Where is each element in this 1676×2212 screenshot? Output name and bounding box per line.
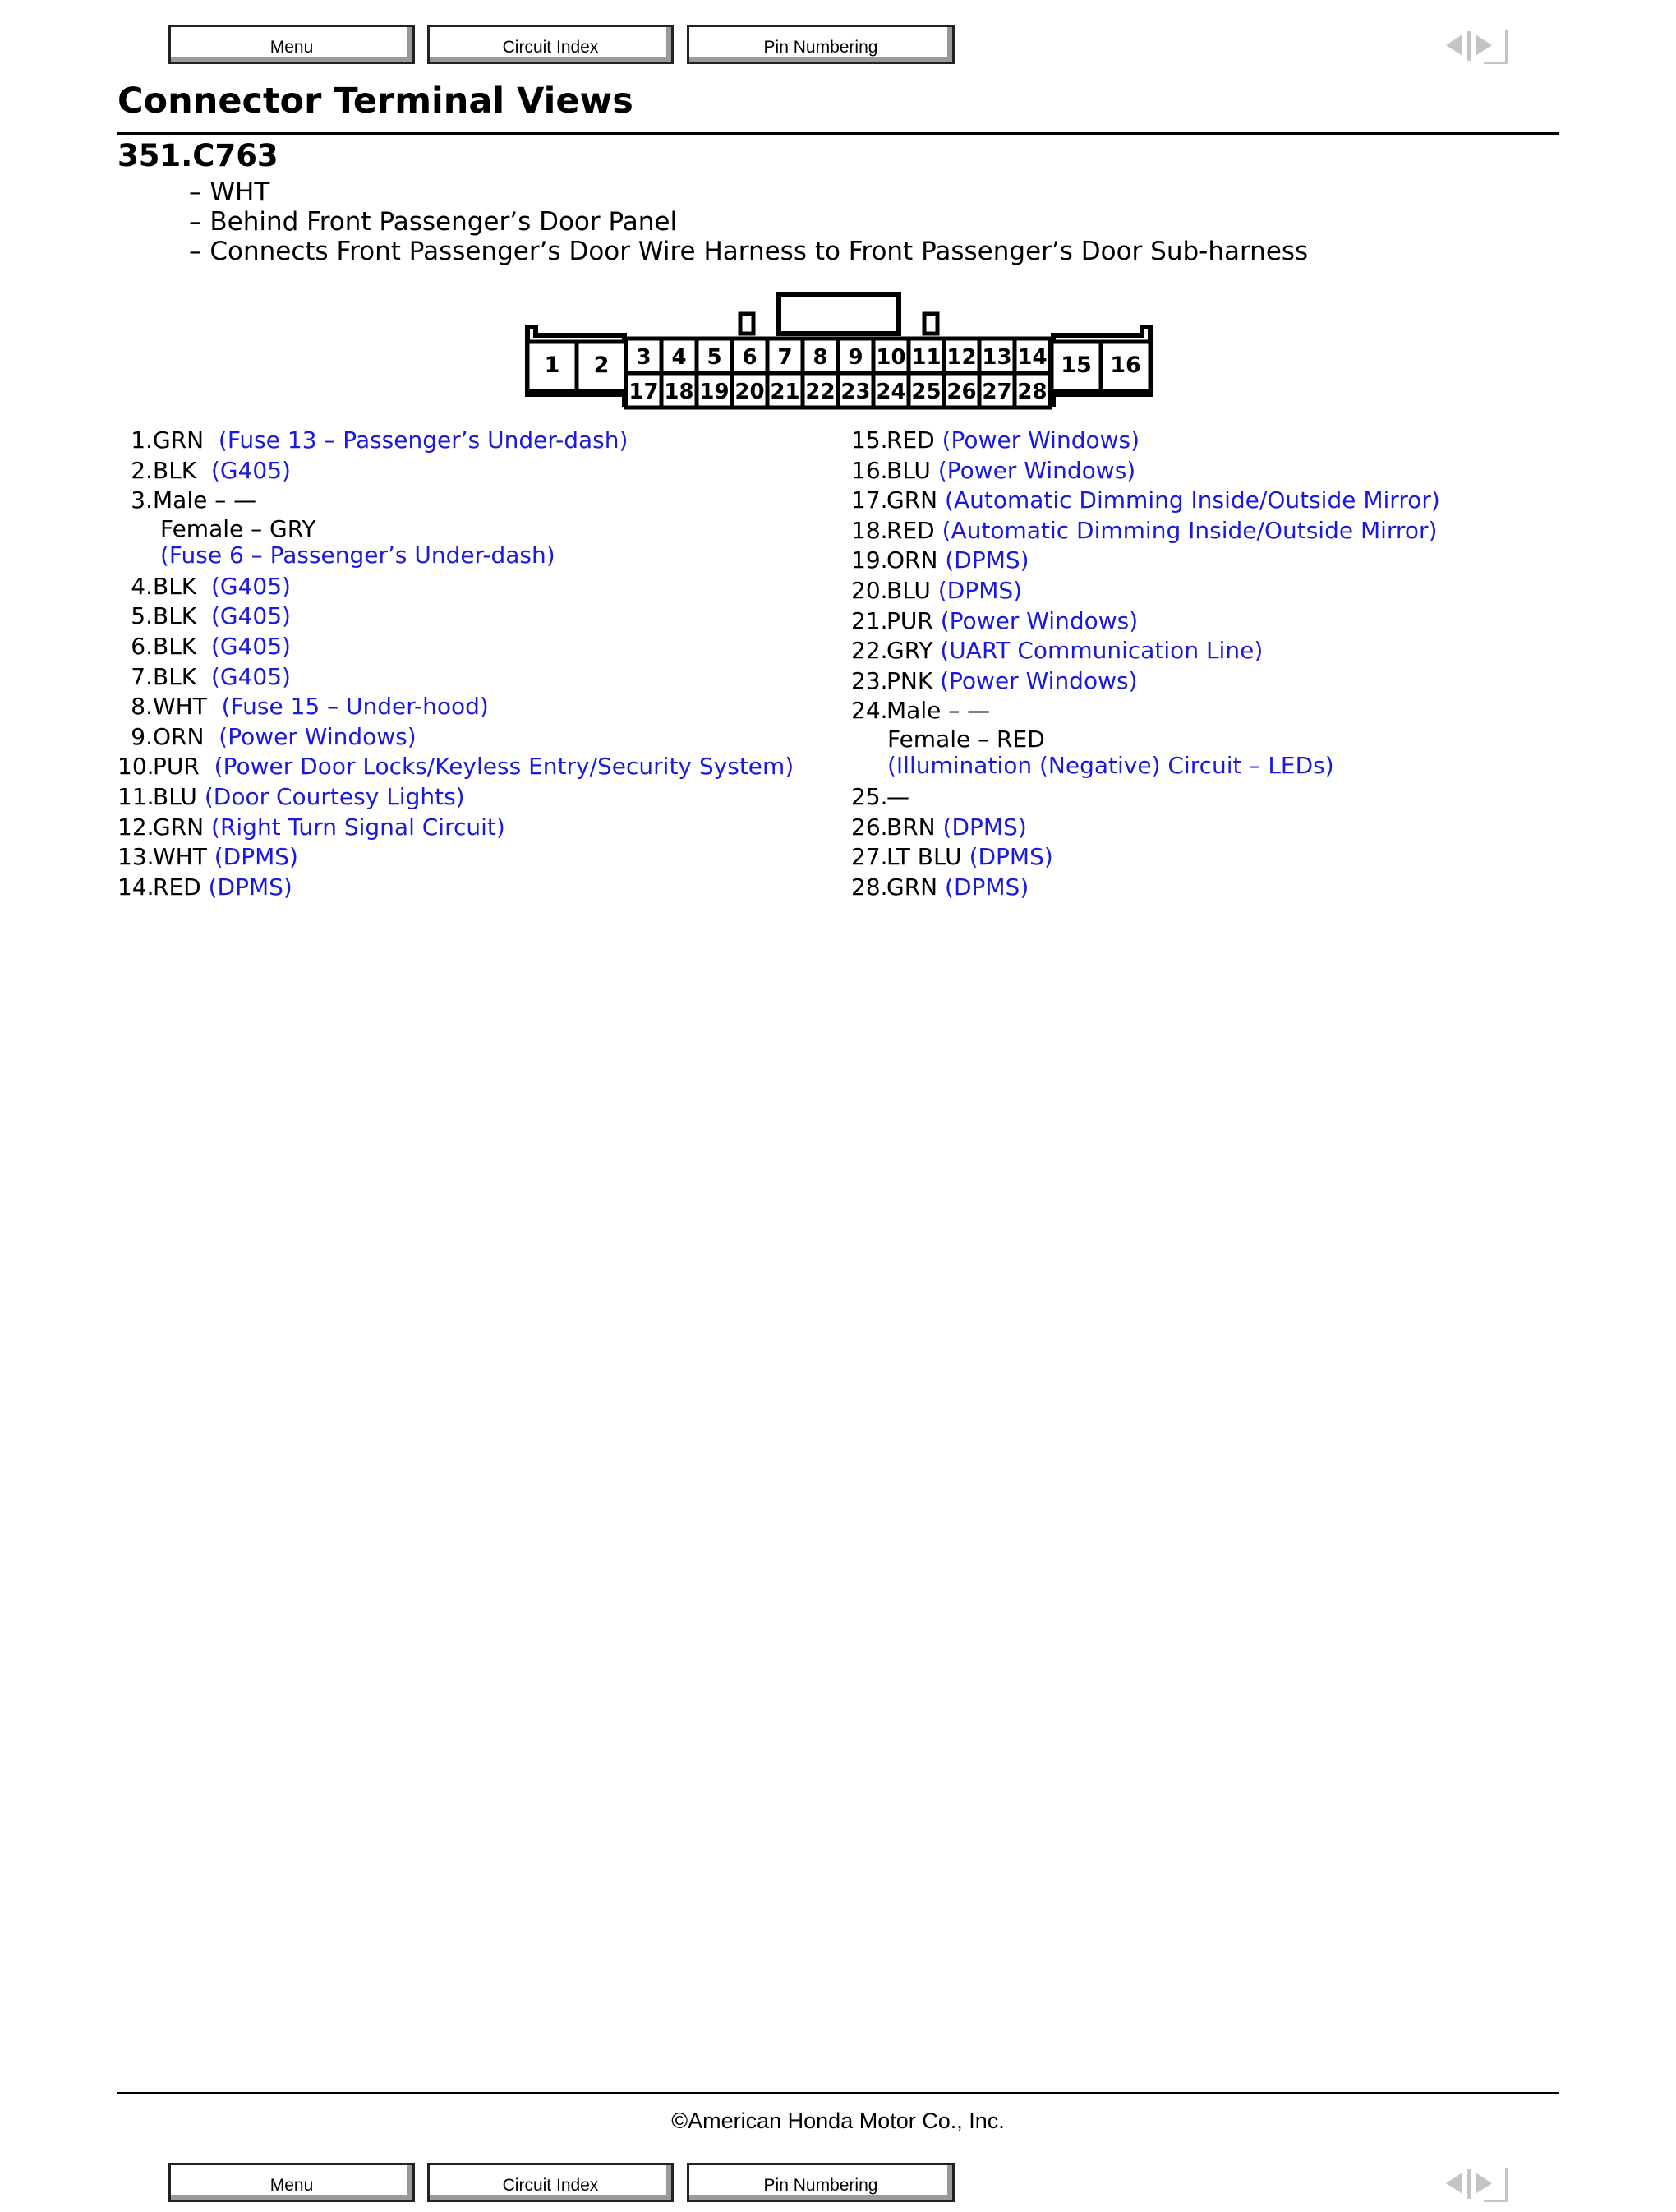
pin-entry: [117, 456, 794, 486]
pin-number: 2.: [131, 456, 153, 484]
pin-entry: [117, 692, 794, 722]
page-navigation: [1441, 28, 1512, 64]
pin-number: 3.: [131, 486, 153, 514]
wire-color: Male – —: [886, 697, 991, 725]
pin-entry: [851, 782, 1440, 813]
pin-entry: [117, 782, 794, 813]
previous-page-icon[interactable]: [1446, 35, 1462, 56]
circuit-index-button[interactable]: Circuit Index: [427, 25, 674, 64]
pin-label: 25: [911, 380, 942, 404]
pin-label: 15: [1061, 353, 1092, 378]
pin-number: 5.: [131, 602, 153, 630]
wire-color: GRN: [886, 873, 938, 901]
pin-label: 17: [628, 380, 659, 404]
pin-label: 14: [1017, 345, 1048, 370]
wire-color: Male – —: [153, 486, 257, 514]
circuit-link[interactable]: (DPMS): [214, 843, 298, 871]
pin-entry: [851, 606, 1440, 637]
connector-description: [189, 177, 1308, 266]
wire-color: BLK: [153, 632, 197, 660]
pin-sub-wire: Female – GRY: [160, 514, 316, 542]
pin-label: 1: [544, 353, 560, 378]
pin-label: 9: [848, 345, 863, 370]
circuit-link[interactable]: (Power Windows): [940, 666, 1138, 694]
pin-number: 6.: [131, 632, 153, 660]
connector-key-tab: [740, 314, 753, 334]
circuit-link[interactable]: (DPMS): [945, 873, 1029, 901]
pin-entry: [851, 873, 1440, 903]
pin-entry: [851, 546, 1440, 576]
wire-color: GRN: [153, 813, 205, 841]
pin-number: 4.: [131, 572, 153, 600]
pin-number: 28.: [851, 873, 888, 901]
pin-label: 5: [707, 345, 722, 370]
pin-number: 25.: [851, 782, 888, 810]
pin-label: 2: [593, 353, 610, 378]
pin-numbering-button[interactable]: Pin Numbering: [687, 25, 955, 64]
circuit-link[interactable]: (DPMS): [942, 813, 1027, 841]
wire-color: BLU: [886, 456, 931, 484]
pin-label: 26: [946, 380, 977, 404]
connector-color: – WHT: [189, 177, 270, 207]
wire-color: LT BLU: [886, 843, 962, 871]
next-page-icon[interactable]: [1469, 2169, 1492, 2199]
pin-number: 12.: [117, 813, 154, 841]
connector-location: – Behind Front Passenger’s Door Panel: [189, 207, 678, 237]
circuit-link[interactable]: (Power Windows): [942, 426, 1140, 454]
pin-label: 23: [840, 380, 871, 404]
pin-number: 11.: [117, 782, 154, 810]
pin-label: 7: [777, 345, 793, 370]
pin-label: 16: [1110, 353, 1141, 378]
circuit-link[interactable]: (DPMS): [937, 576, 1023, 604]
pin-number: 15.: [851, 426, 888, 454]
pin-list-right: [851, 426, 1440, 902]
pin-entry: [117, 426, 794, 456]
pin-label: 24: [876, 380, 906, 404]
pin-number: 17.: [851, 486, 888, 514]
circuit-link[interactable]: (Right Turn Signal Circuit): [211, 813, 505, 841]
circuit-link[interactable]: (G405): [210, 662, 291, 690]
pin-number: 16.: [851, 456, 888, 484]
wire-color: RED: [886, 516, 935, 544]
wire-color: BLK: [153, 602, 197, 630]
pin-label: 21: [770, 380, 800, 404]
pin-label: 19: [699, 380, 730, 404]
circuit-link[interactable]: (DPMS): [208, 873, 292, 901]
wire-color: BRN: [886, 813, 936, 841]
pin-number: 22.: [851, 637, 888, 665]
pin-label: 4: [671, 345, 687, 370]
circuit-link[interactable]: (G405): [210, 632, 291, 660]
circuit-link[interactable]: (Power Windows): [940, 606, 1139, 634]
pin-entry: [117, 722, 794, 753]
wire-color: BLK: [153, 456, 197, 484]
wire-color: —: [886, 782, 909, 810]
pin-number: 19.: [851, 546, 888, 574]
next-page-icon[interactable]: [1469, 31, 1492, 61]
wire-color: BLK: [153, 572, 197, 600]
pin-entry: [851, 813, 1440, 843]
pin-entry: [851, 576, 1440, 606]
pin-numbering-button[interactable]: Pin Numbering: [687, 2163, 955, 2202]
circuit-link[interactable]: (Fuse 13 – Passenger’s Under-dash): [218, 426, 628, 454]
pin-label: 13: [982, 345, 1012, 370]
circuit-link[interactable]: (Fuse 15 – Under-hood): [221, 693, 489, 721]
connector-key-tab: [924, 314, 937, 334]
pin-label: 11: [911, 345, 942, 370]
pin-label: 28: [1017, 380, 1048, 404]
circuit-link[interactable]: (Automatic Dimming Inside/Outside Mirror): [945, 486, 1440, 514]
wire-color: BLU: [153, 782, 197, 810]
top-navigation: [0, 25, 1676, 74]
pin-entry: [851, 516, 1440, 546]
circuit-link[interactable]: (G405): [210, 456, 291, 484]
pin-label: 27: [982, 380, 1012, 404]
pin-label: 12: [946, 345, 977, 370]
pin-label: 18: [664, 380, 694, 404]
circuit-link[interactable]: (G405): [210, 572, 291, 600]
title-divider: [117, 132, 1559, 135]
circuit-link[interactable]: (Door Courtesy Lights): [204, 782, 465, 810]
wire-color: GRY: [886, 637, 933, 665]
pin-entry: [117, 572, 794, 602]
wire-color: ORN: [886, 546, 938, 574]
pin-entry: [117, 601, 794, 632]
pin-entry: [117, 752, 794, 782]
pin-entry: [851, 696, 1440, 726]
connector-connection: – Connects Front Passenger’s Door Wire Harness to Front Passenger’s Door Sub-harness: [189, 237, 1309, 266]
wire-color: GRN: [886, 486, 938, 514]
menu-button[interactable]: Menu: [168, 25, 415, 64]
wire-color: BLU: [886, 576, 931, 604]
pin-number: 14.: [117, 873, 154, 901]
pin-sub-wire: Female – RED: [887, 725, 1045, 753]
wire-color: WHT: [153, 843, 207, 871]
connector-face-diagram: [518, 288, 1158, 411]
wire-color: WHT: [153, 693, 207, 721]
pin-label: 3: [636, 345, 652, 370]
circuit-link[interactable]: (Fuse 6 – Passenger’s Under-dash): [160, 541, 555, 569]
pin-number: 20.: [851, 576, 888, 604]
pin-entry: [851, 456, 1440, 486]
previous-page-icon[interactable]: [1446, 2173, 1462, 2194]
wire-color: PNK: [886, 666, 933, 694]
pin-entry: [117, 842, 794, 873]
pin-entry: [851, 486, 1440, 516]
pin-label: 20: [734, 380, 765, 404]
pin-list-left: [117, 426, 794, 902]
wire-color: BLK: [153, 662, 197, 690]
circuit-link[interactable]: (Power Windows): [219, 722, 417, 750]
pin-number: 23.: [851, 666, 888, 694]
wire-color: RED: [886, 426, 935, 454]
circuit-link[interactable]: (UART Communication Line): [940, 637, 1264, 665]
pin-label: 6: [742, 345, 757, 370]
pin-number: 26.: [851, 813, 888, 841]
pin-entry: [851, 636, 1440, 666]
pin-number: 24.: [851, 697, 888, 725]
pin-number: 8.: [131, 693, 153, 721]
bottom-navigation: [0, 2163, 1676, 2212]
circuit-link[interactable]: (G405): [210, 602, 291, 630]
pin-entry: [117, 873, 794, 903]
pin-number: 27.: [851, 843, 888, 871]
circuit-link[interactable]: (DPMS): [969, 843, 1053, 871]
wire-color: GRN: [153, 426, 205, 454]
pin-number: 1.: [131, 426, 153, 454]
circuit-link[interactable]: (Automatic Dimming Inside/Outside Mirror): [942, 516, 1438, 544]
pin-label: 8: [813, 345, 828, 370]
pin-number: 21.: [851, 606, 888, 634]
pin-entry: [117, 662, 794, 693]
connector-latch: [779, 294, 899, 334]
pin-number: 7.: [131, 662, 153, 690]
pin-label: 10: [876, 345, 906, 370]
circuit-link[interactable]: (Power Door Locks/Keyless Entry/Security System): [214, 753, 794, 781]
connector-id: 351.C763: [117, 138, 279, 173]
pin-entry: [117, 486, 794, 516]
wire-color: ORN: [153, 722, 205, 750]
pin-entry: [117, 632, 794, 662]
menu-button[interactable]: Menu: [168, 2163, 415, 2202]
pin-number: 18.: [851, 516, 888, 544]
pin-entry: [117, 813, 794, 843]
pin-number: 9.: [131, 722, 153, 750]
wire-color: PUR: [153, 753, 200, 781]
circuit-link[interactable]: (DPMS): [945, 546, 1029, 574]
pin-entry: [851, 842, 1440, 873]
circuit-link[interactable]: (Illumination (Negative) Circuit – LEDs): [887, 751, 1334, 779]
footer-divider: [117, 2092, 1559, 2094]
pin-number: 13.: [117, 843, 154, 871]
pin-label: 22: [805, 380, 836, 404]
pin-entry: [851, 666, 1440, 697]
pin-number: 10.: [117, 753, 154, 781]
pin-entry: [851, 426, 1440, 456]
page-title: Connector Terminal Views: [117, 81, 633, 122]
wire-color: RED: [153, 873, 201, 901]
copyright: ©American Honda Motor Co., Inc.: [671, 2108, 1005, 2133]
page-navigation: [1441, 2166, 1512, 2202]
circuit-index-button[interactable]: Circuit Index: [427, 2163, 674, 2202]
circuit-link[interactable]: (Power Windows): [937, 456, 1136, 484]
wire-color: PUR: [886, 606, 933, 634]
